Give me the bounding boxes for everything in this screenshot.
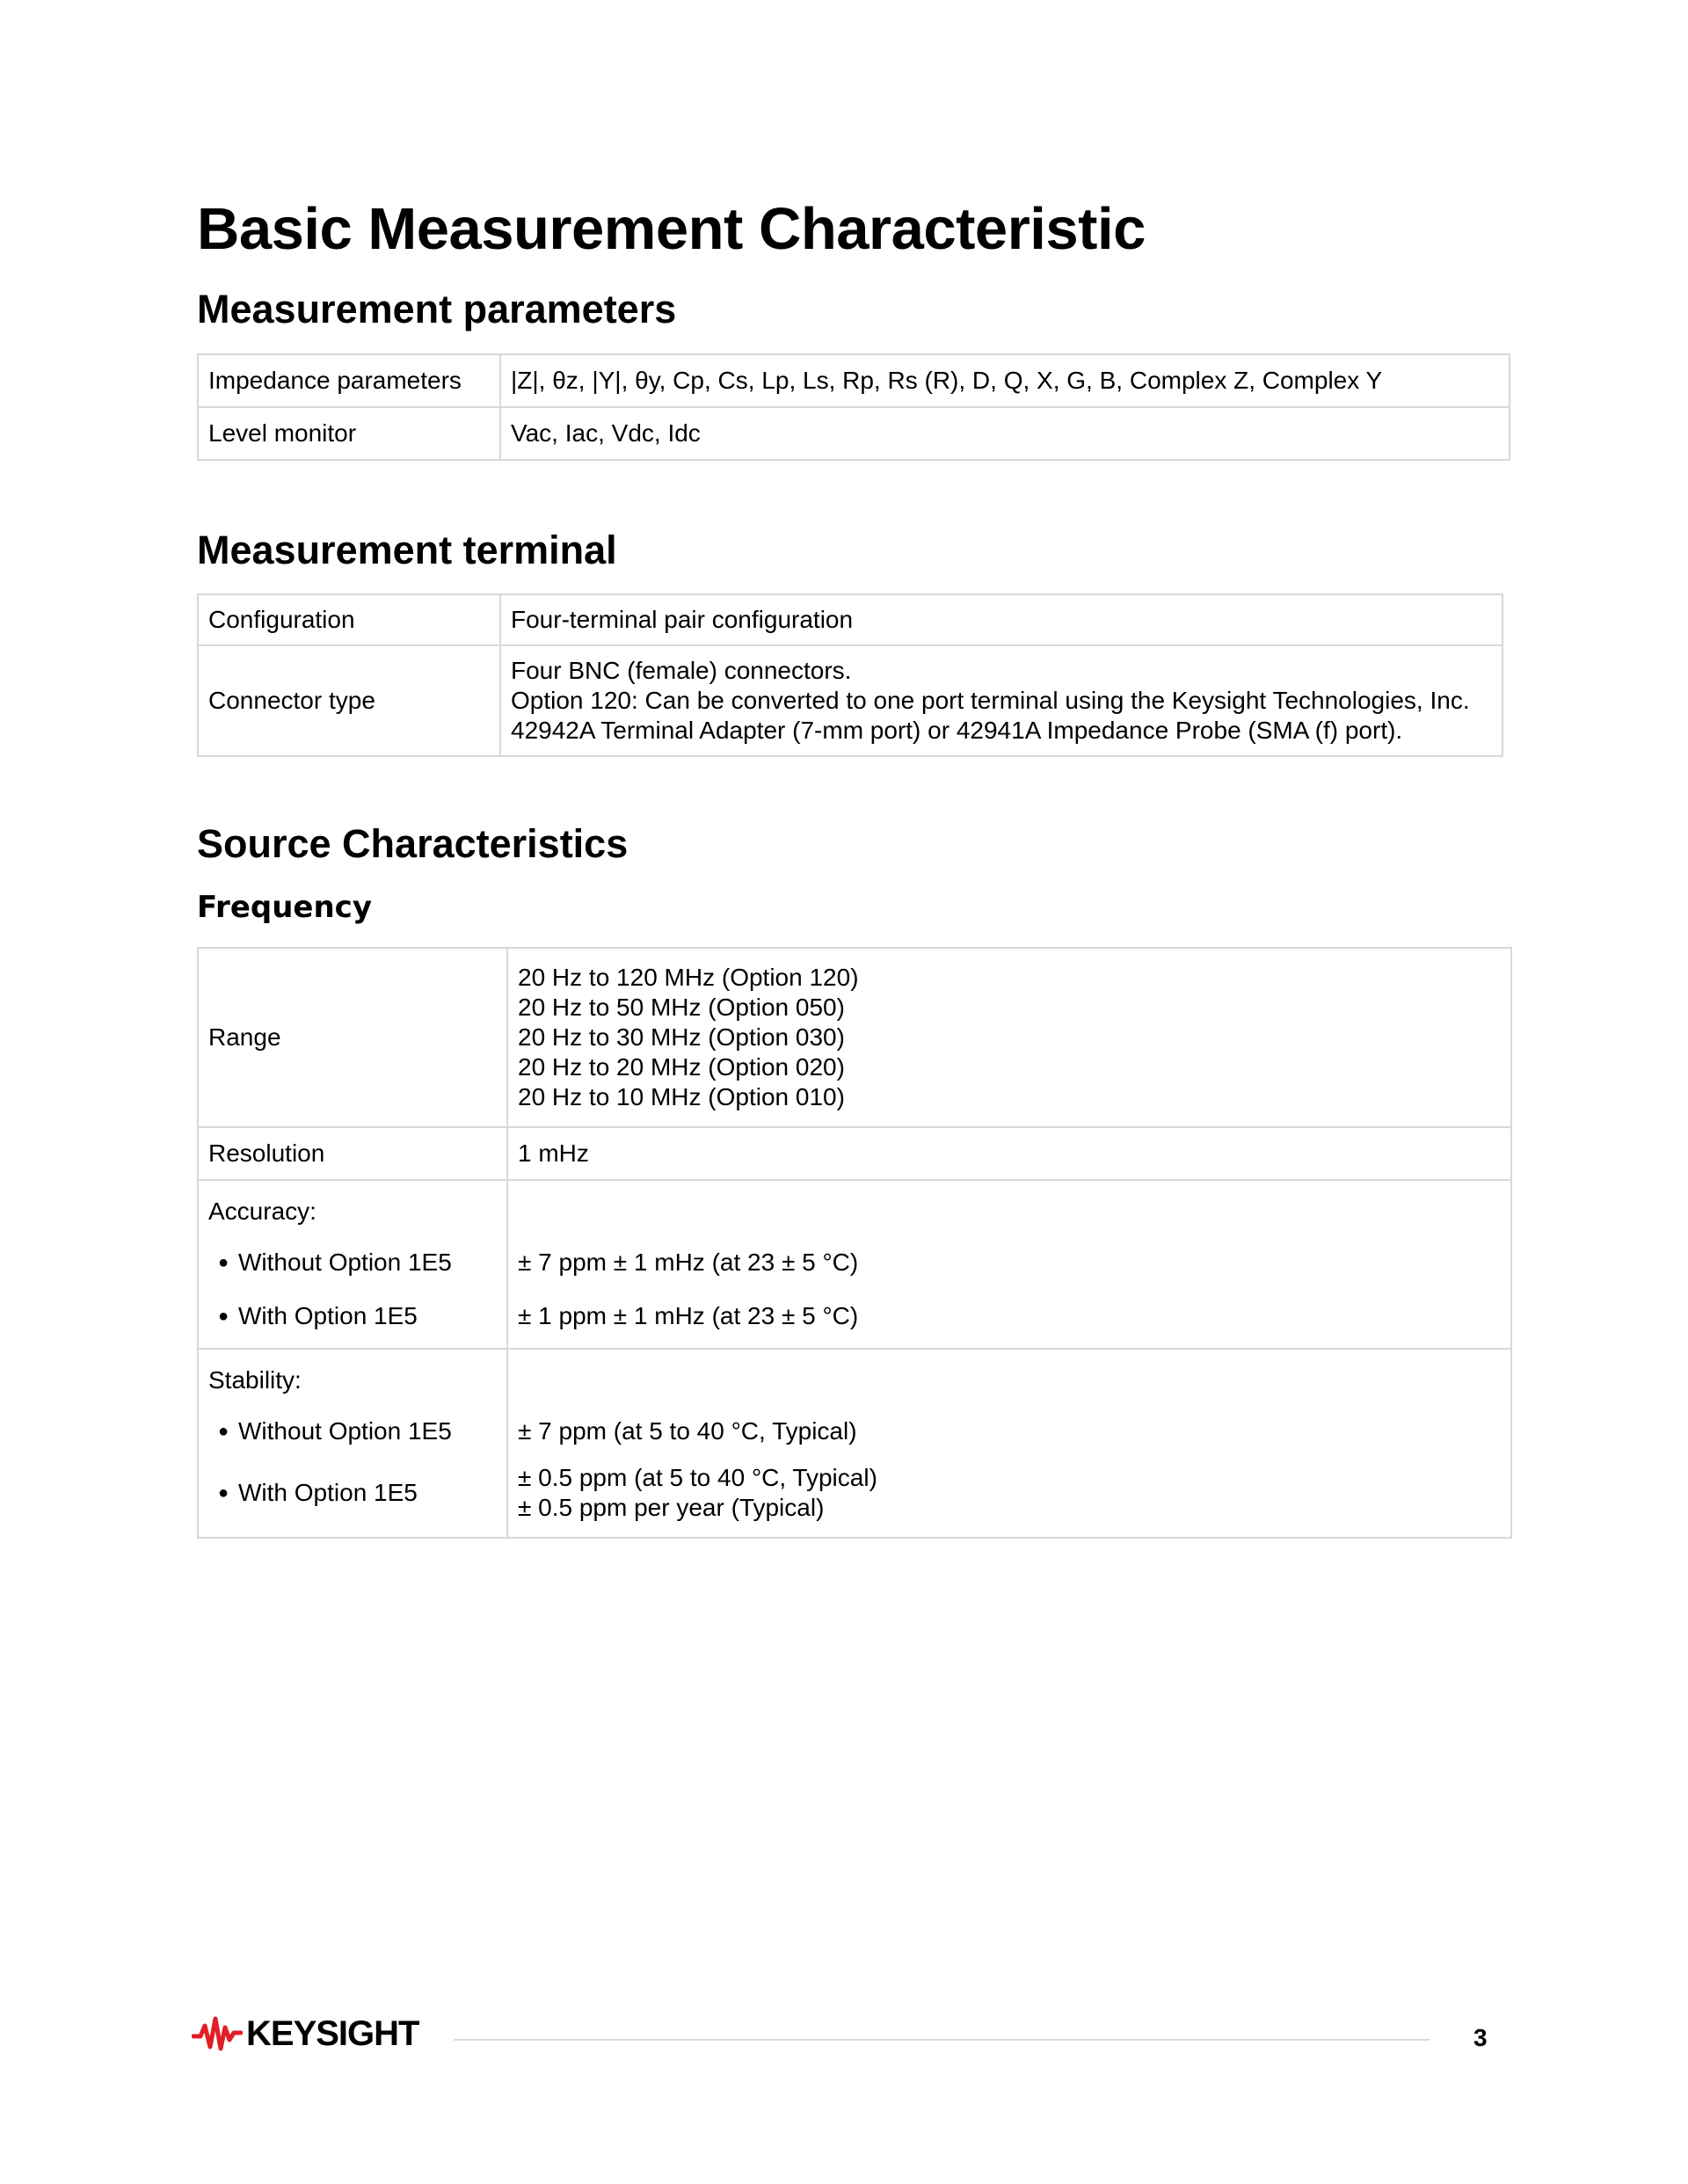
bullet-icon: ● — [217, 1306, 229, 1326]
stability-with-label: With Option 1E5 — [238, 1479, 418, 1506]
stability-label: Stability: — [208, 1366, 302, 1394]
text-line: 20 Hz to 120 MHz (Option 120) — [518, 964, 859, 991]
text-line: 20 Hz to 20 MHz (Option 020) — [518, 1053, 845, 1081]
text-line: Option 120: Can be converted to one port terminal using the Keysight Technologies, Inc. — [511, 687, 1470, 714]
bullet-icon: ● — [217, 1252, 229, 1272]
stability-without-label: Without Option 1E5 — [238, 1416, 452, 1445]
stability-with-value — [518, 1458, 1501, 1528]
text-line: 42942A Terminal Adapter (7-mm port) or 42941A Impedance Probe (SMA (f) port). — [511, 717, 1403, 744]
keysight-logo-text: KEYSIGHT — [246, 2013, 419, 2053]
stability-label-cell — [198, 1349, 507, 1538]
accuracy-with-value: ± 1 ppm ± 1 mHz (at 23 ± 5 °C) — [518, 1301, 859, 1329]
table-row — [198, 1349, 1511, 1538]
table-cell-value: Vac, Iac, Vdc, Idc — [500, 407, 1510, 460]
table-cell-label: Resolution — [198, 1127, 507, 1180]
table-row — [198, 645, 1502, 756]
table-cell-label: Level monitor — [198, 407, 500, 460]
stability-without-label-row — [208, 1404, 497, 1458]
table-cell-value: 1 mHz — [507, 1127, 1511, 1180]
table-row — [198, 948, 1511, 1127]
table-row — [198, 1127, 1511, 1180]
keysight-wave-icon — [192, 2013, 243, 2054]
accuracy-without-value: ± 7 ppm ± 1 mHz (at 23 ± 5 °C) — [518, 1248, 859, 1276]
table-cell-value — [500, 645, 1502, 756]
accuracy-label: Accuracy: — [208, 1198, 316, 1225]
table-cell-label: Connector type — [198, 645, 500, 756]
text-line: 20 Hz to 10 MHz (Option 010) — [518, 1083, 845, 1110]
table-cell-label: Range — [198, 948, 507, 1127]
footer-divider — [454, 2039, 1430, 2041]
text-line: 20 Hz to 30 MHz (Option 030) — [518, 1023, 845, 1051]
frequency-table — [197, 947, 1512, 1539]
measurement-terminal-table — [197, 593, 1503, 757]
table-cell-value: Four-terminal pair configuration — [500, 594, 1502, 645]
section-heading-measurement-terminal: Measurement terminal — [197, 528, 617, 572]
accuracy-value-cell — [507, 1180, 1511, 1349]
accuracy-without-label: Without Option 1E5 — [238, 1248, 452, 1276]
page-title: Basic Measurement Characteristic — [197, 196, 1146, 262]
page-number: 3 — [1473, 2024, 1488, 2051]
table-row — [198, 407, 1510, 460]
table-row — [198, 594, 1502, 645]
section-heading-measurement-parameters: Measurement parameters — [197, 287, 677, 331]
table-row — [198, 1180, 1511, 1349]
text-line: 20 Hz to 50 MHz (Option 050) — [518, 994, 845, 1021]
table-cell-label: Configuration — [198, 594, 500, 645]
stability-without-value: ± 7 ppm (at 5 to 40 °C, Typical) — [518, 1416, 857, 1445]
table-cell-value: |Z|, θz, |Y|, θy, Cp, Cs, Lp, Ls, Rp, Rs (R), D, Q, X, G, B, Complex Z, Complex Y — [500, 354, 1510, 407]
subheading-frequency: Frequency — [197, 890, 373, 925]
accuracy-without-label-row — [208, 1235, 497, 1289]
bullet-icon: ● — [217, 1421, 229, 1441]
accuracy-with-label-row — [208, 1289, 497, 1343]
section-heading-source-characteristics: Source Characteristics — [197, 821, 629, 866]
text-line: Four BNC (female) connectors. — [511, 657, 852, 684]
accuracy-label-cell — [198, 1180, 507, 1349]
stability-with-label-row — [208, 1458, 497, 1528]
table-cell-value — [507, 948, 1511, 1127]
text-line: ± 0.5 ppm per year (Typical) — [518, 1494, 825, 1521]
table-row — [198, 354, 1510, 407]
accuracy-with-label: With Option 1E5 — [238, 1301, 418, 1329]
stability-value-cell — [507, 1349, 1511, 1538]
text-line: ± 0.5 ppm (at 5 to 40 °C, Typical) — [518, 1464, 877, 1491]
bullet-icon: ● — [217, 1483, 229, 1503]
table-cell-label: Impedance parameters — [198, 354, 500, 407]
keysight-logo — [192, 2013, 418, 2054]
measurement-parameters-table — [197, 353, 1510, 461]
